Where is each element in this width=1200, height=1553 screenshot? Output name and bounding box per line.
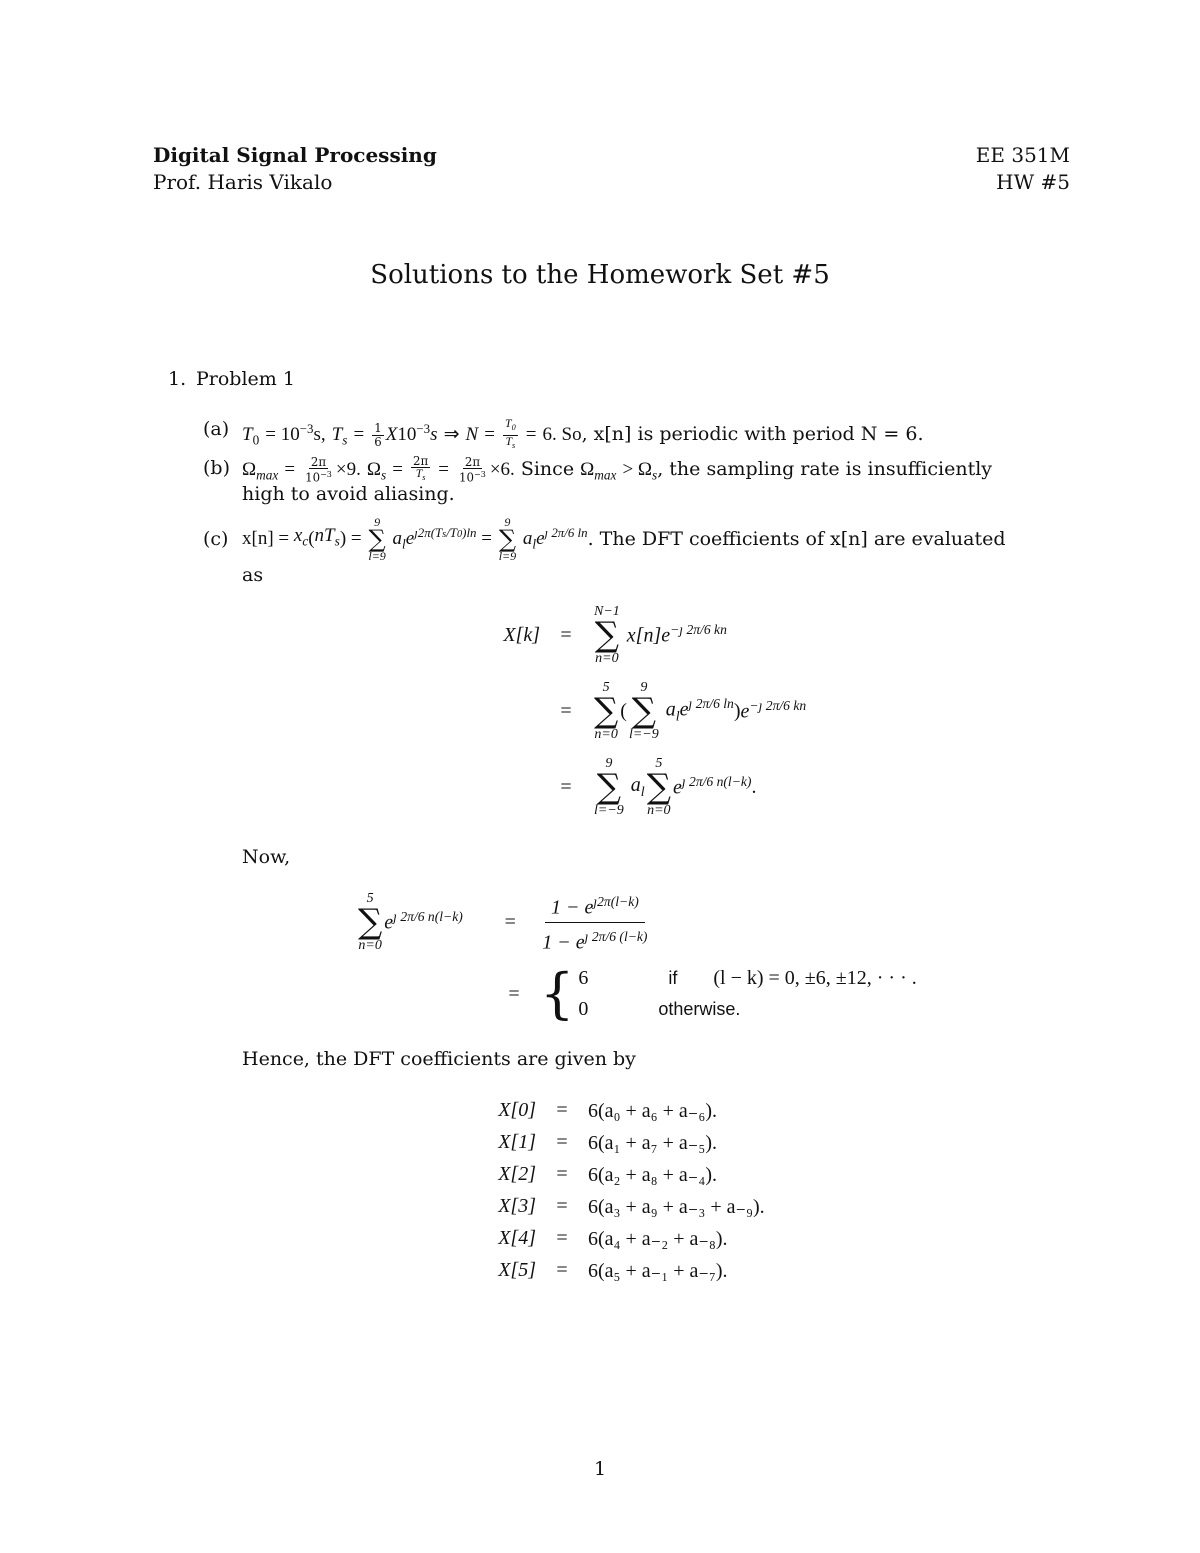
otherwise-label: otherwise.: [658, 999, 741, 1019]
sum-symbol: 9 ∑ l=−9: [594, 756, 624, 818]
hence-label: Hence, the DFT coefficients are given by: [242, 1048, 636, 1070]
geo-sum-row-2: = { 6 if (l − k) = 0, ±6, ±12, · · · . 0 otherwise.: [508, 962, 917, 1025]
dft-result-row: X[0] = 6(a₀ + a₆ + a₋₆).: [470, 1094, 765, 1126]
page-title: Solutions to the Homework Set #5: [370, 260, 830, 290]
case-zero: 0: [578, 998, 589, 1020]
sum-symbol: 9 ∑ l=9: [368, 515, 386, 563]
dft-result-lhs: X[1]: [498, 1130, 536, 1153]
sum-symbol: 5 ∑ n=0: [594, 680, 619, 742]
professor-name: Prof. Haris Vikalo: [153, 170, 333, 194]
dft-result-rhs: 6(a₃ + a₉ + a₋₃ + a₋₉).: [588, 1195, 765, 1218]
dft-result-rhs: 6(a₀ + a₆ + a₋₆).: [588, 1099, 717, 1122]
dft-result-row: X[1] = 6(a₁ + a₇ + a₋₅).: [470, 1126, 765, 1158]
dft-result-rhs: 6(a₁ + a₇ + a₋₅).: [588, 1131, 717, 1154]
course-code: EE 351M: [975, 143, 1070, 167]
part-a-text: $T_0 = 10^{-3}s$, $T_s$ = $\frac{1}{6}$ $X10^{-3}s$ ⇒ N = $\frac{T_0}{T_s}$ = 6. So, x[n] is periodic with period N = 6.: [242, 417, 924, 450]
dft-result-lhs: X[2]: [498, 1162, 536, 1185]
problem-name: Problem 1: [196, 368, 295, 390]
geo-fraction: $\frac{1 - e^{ȷ2\pi(l-k)}}{1 - e^{ȷ 2\pi/6 (l-k)}}$: [536, 888, 653, 956]
sum-symbol: 5 ∑ n=0: [358, 891, 383, 953]
part-b-text-2: high to avoid aliasing.: [242, 483, 455, 505]
dft-eq-row-3: = 9 ∑ l=−9 $a_l$ 5 ∑ n=0 $e^{ȷ 2\pi/6 n(l-k)}$ .: [560, 756, 757, 818]
dft-result-row: X[3] = 6(a₃ + a₉ + a₋₃ + a₋₉).: [470, 1190, 765, 1222]
part-a-label: (a): [203, 418, 230, 440]
part-a-text-1: , x[n] is periodic with period N = 6.: [581, 423, 924, 446]
if-label: if: [668, 968, 678, 988]
dft-result-row: X[4] = 6(a₄ + a₋₂ + a₋₈).: [470, 1222, 765, 1254]
homework-number: HW #5: [996, 170, 1070, 194]
dft-results-list: [470, 1094, 765, 1286]
part-c-label: (c): [203, 528, 229, 550]
part-c-text: x[n] = $x_c$ ( $nT_s$ ) = 9 ∑ l=9 $a_le^{ȷ2\pi(Ts/T0)ln}$ = 9 ∑ l=9 $a_le^{ȷ 2\pi/6 ln}$ . The DFT coefficients of x[n] are evaluated: [242, 515, 1006, 563]
dft-eq-row-2: = 5 ∑ n=0 ( 9 ∑ l=−9 $a_le^{ȷ 2\pi/6 ln}$ ) $e^{-ȷ 2\pi/6 kn}$: [560, 680, 807, 742]
problem-number: 1.: [168, 368, 187, 390]
course-title: Digital Signal Processing: [153, 143, 437, 167]
page-number: 1: [593, 1458, 607, 1480]
dft-result-lhs: X[3]: [498, 1194, 536, 1217]
dft-result-lhs: X[0]: [498, 1098, 536, 1121]
sum-symbol: N−1 ∑ n=0: [594, 604, 620, 666]
part-b-label: (b): [203, 457, 230, 479]
sum-symbol: 9 ∑ l=−9: [628, 680, 659, 742]
case-six: 6: [578, 967, 589, 989]
left-brace: {: [540, 962, 575, 1025]
dft-result-lhs: X[5]: [498, 1258, 536, 1281]
sum-symbol: 5 ∑ n=0: [646, 756, 671, 818]
dft-result-lhs: X[4]: [498, 1226, 536, 1249]
dft-result-rhs: 6(a₄ + a₋₂ + a₋₈).: [588, 1227, 728, 1250]
part-c-sentence: . The DFT coefficients of x[n] are evaluated: [587, 528, 1006, 550]
dft-result-row: X[2] = 6(a₂ + a₈ + a₋₄).: [470, 1158, 765, 1190]
part-c-text-2: as: [242, 564, 264, 586]
dft-eq-row-1: X[k] = N−1 ∑ n=0 $x[n]e^{-ȷ 2\pi/6 kn}$: [503, 604, 727, 666]
dft-result-rhs: 6(a₅ + a₋₁ + a₋₇).: [588, 1259, 728, 1282]
now-label: Now,: [242, 846, 291, 868]
dft-result-row: X[5] = 6(a₅ + a₋₁ + a₋₇).: [470, 1254, 765, 1286]
part-b-text: $\Omega_{max}$ = $\frac{2\pi}{10^{-3}}$ ×9. $\Omega_s$ = $\frac{2\pi}{T_s}$ = $\frac{2\pi}{10^{-3}}$ ×6. Since $\Omega_{max} > \Omega_s$, the sampling rate is insufficiently: [242, 454, 993, 485]
part-b-sentence: , the sampling rate is insufficiently: [657, 457, 993, 480]
sum-symbol: 9 ∑ l=9: [498, 515, 517, 563]
geo-sum-row-1: 5 ∑ n=0 $e^{ȷ 2\pi/6 n(l-k)}$ = $\frac{1 - e^{ȷ2\pi(l-k)}}{1 - e^{ȷ 2\pi/6 (l-k)}}$: [356, 886, 653, 958]
part-a-so: 6. So: [542, 424, 582, 446]
case-block: [578, 963, 916, 1025]
case-condition: (l − k) = 0, ±6, ±12, · · · .: [713, 967, 917, 989]
dft-result-rhs: 6(a₂ + a₈ + a₋₄).: [588, 1163, 717, 1186]
